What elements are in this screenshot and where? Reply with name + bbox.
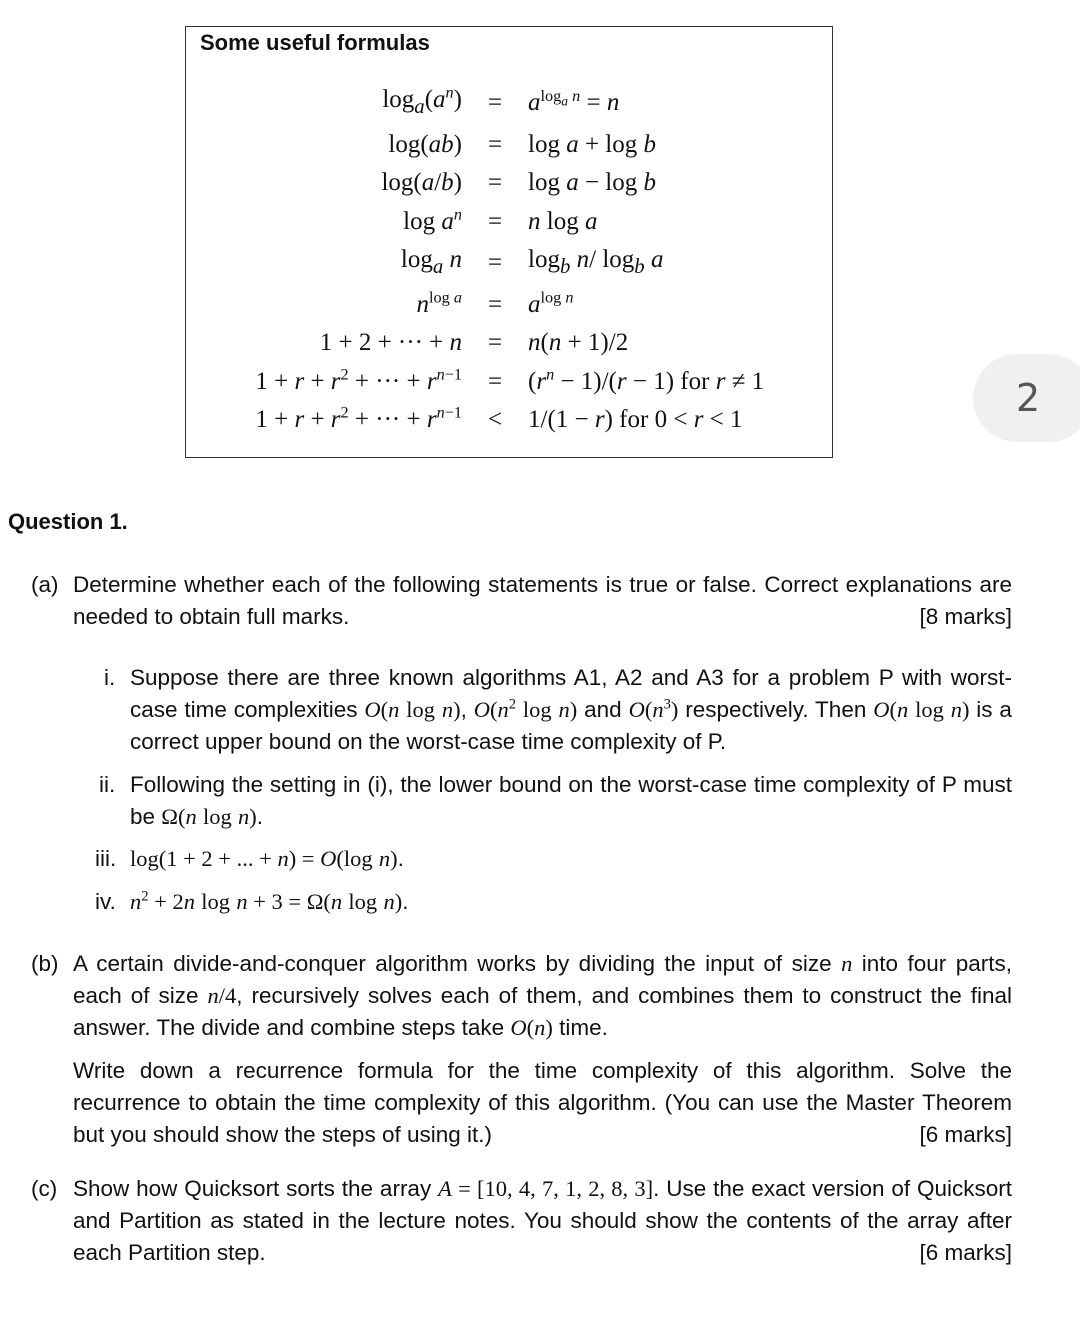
- part-a: [0, 569, 1080, 639]
- item-label: i.: [104, 665, 116, 690]
- part-c-marks: [6 marks]: [919, 1240, 1012, 1265]
- formula-table: [216, 81, 764, 440]
- formula-lhs: $\log_a n$: [400, 246, 462, 278]
- part-a-label: (a): [31, 572, 59, 597]
- part-b-marks: [6 marks]: [919, 1122, 1012, 1147]
- item-text: Suppose there are three known algorithms A1, A2 and A3 for a problem P with worst-case time complexities O(n log n), $O(n^2$ log n) and $O(n^3)$ respectively. Then O(n log n) is a correct upper bound on the worst-case time complexity of P.: [130, 665, 1012, 754]
- part-c-text: [73, 1173, 1012, 1269]
- formula-rhs: $a^{log_a n} = n$: [528, 86, 620, 116]
- part-b-instructions: Write down a recurrence formula for the time complexity of this algorithm. Solve the recurrence to obtain the time complexity of this algorithm. (You can use the Master Theorem but you should show the steps of using it.): [73, 1058, 1012, 1147]
- formula-rhs: $a^{log n}$: [528, 288, 574, 318]
- formula-relation: =: [487, 130, 503, 158]
- formula-lhs: $\log a^n$: [403, 205, 462, 235]
- formula-lhs: $n^{log a}$: [416, 288, 462, 318]
- formula-relation: =: [487, 89, 503, 116]
- formula-row: [216, 401, 764, 440]
- formula-lhs: log(a/b): [381, 169, 462, 196]
- formula-rhs: $\log_b n/$ $\log_b a$: [528, 246, 664, 278]
- formula-rhs: 1/(1 − r) for 0 < r < 1: [528, 406, 743, 433]
- part-a-marks: [8 marks]: [919, 604, 1012, 629]
- formula-relation: =: [487, 329, 503, 356]
- formula-row: [216, 203, 764, 242]
- part-a-text: [73, 569, 1012, 633]
- formula-row: [216, 324, 764, 363]
- part-c-statement: Show how Quicksort sorts the array A = [10, 4, 7, 1, 2, 8, 3]. Use the exact version of Quicksort and Partition as stated in the lecture notes. You should show the contents of the array after each Partition step.: [73, 1176, 1012, 1265]
- formula-lhs: $\log_a(a^n)$: [382, 83, 462, 118]
- item-label: iv.: [95, 889, 116, 914]
- item-text: Following the setting in (i), the lower bound on the worst-case time complexity of P must be Ω(n log n).: [130, 772, 1012, 829]
- question-title: Question 1.: [8, 509, 128, 534]
- part-a-statement: Determine whether each of the following statements is true or false. Correct explanations are needed to obtain full marks.: [73, 572, 1012, 629]
- formula-box: [185, 26, 833, 458]
- formula-rhs: log a − log b: [528, 169, 656, 196]
- item-text: $n^2 + 2n$ log n + 3 = Ω(n log n).: [130, 888, 409, 914]
- formula-row: [216, 164, 764, 203]
- formula-relation: =: [487, 169, 503, 196]
- formula-lhs: $1 + r + r^2$ + ··· + $r^{n-1}$: [255, 365, 462, 395]
- formula-row: [216, 241, 764, 286]
- formula-row: [216, 126, 764, 165]
- formula-row: [216, 363, 764, 402]
- formula-lhs: $1 + r + r^2$ + ··· + $r^{n-1}$: [255, 403, 462, 433]
- formula-box-title: Some useful formulas: [200, 30, 430, 55]
- part-b-label: (b): [31, 951, 59, 976]
- part-b-paragraph-2: [73, 1055, 1012, 1151]
- formula-lhs: 1 + 2 + ··· + n: [319, 329, 462, 356]
- formula-relation: <: [487, 406, 503, 433]
- part-b-paragraph-1: A certain divide-and-conquer algorithm works by dividing the input of size n into four parts, each of size n/4, recursively solves each of them, and combines them to construct the final answer. The divide and combine steps take O(n) time.: [73, 951, 1012, 1040]
- page-number: 2: [1016, 376, 1041, 420]
- formula-row: [216, 286, 764, 325]
- formula-relation: =: [487, 290, 503, 318]
- formula-rhs: n log a: [528, 207, 598, 235]
- formula-relation: =: [487, 207, 503, 235]
- formula-relation: =: [487, 367, 503, 395]
- item-label: iii.: [95, 846, 117, 871]
- formula-rhs: $(r^n - 1)/(r - 1)$ for r ≠ 1: [528, 365, 765, 395]
- item-text: log(1 + 2 + ... + n) = O(log n).: [130, 846, 404, 871]
- item-label: ii.: [99, 772, 116, 797]
- part-c-label: (c): [31, 1176, 58, 1201]
- formula-lhs: log(ab): [388, 130, 462, 158]
- formula-row: [216, 81, 764, 126]
- formula-rhs: log a + log b: [528, 130, 656, 158]
- formula-rhs: n(n + 1)/2: [528, 329, 629, 356]
- formula-relation: =: [487, 249, 503, 276]
